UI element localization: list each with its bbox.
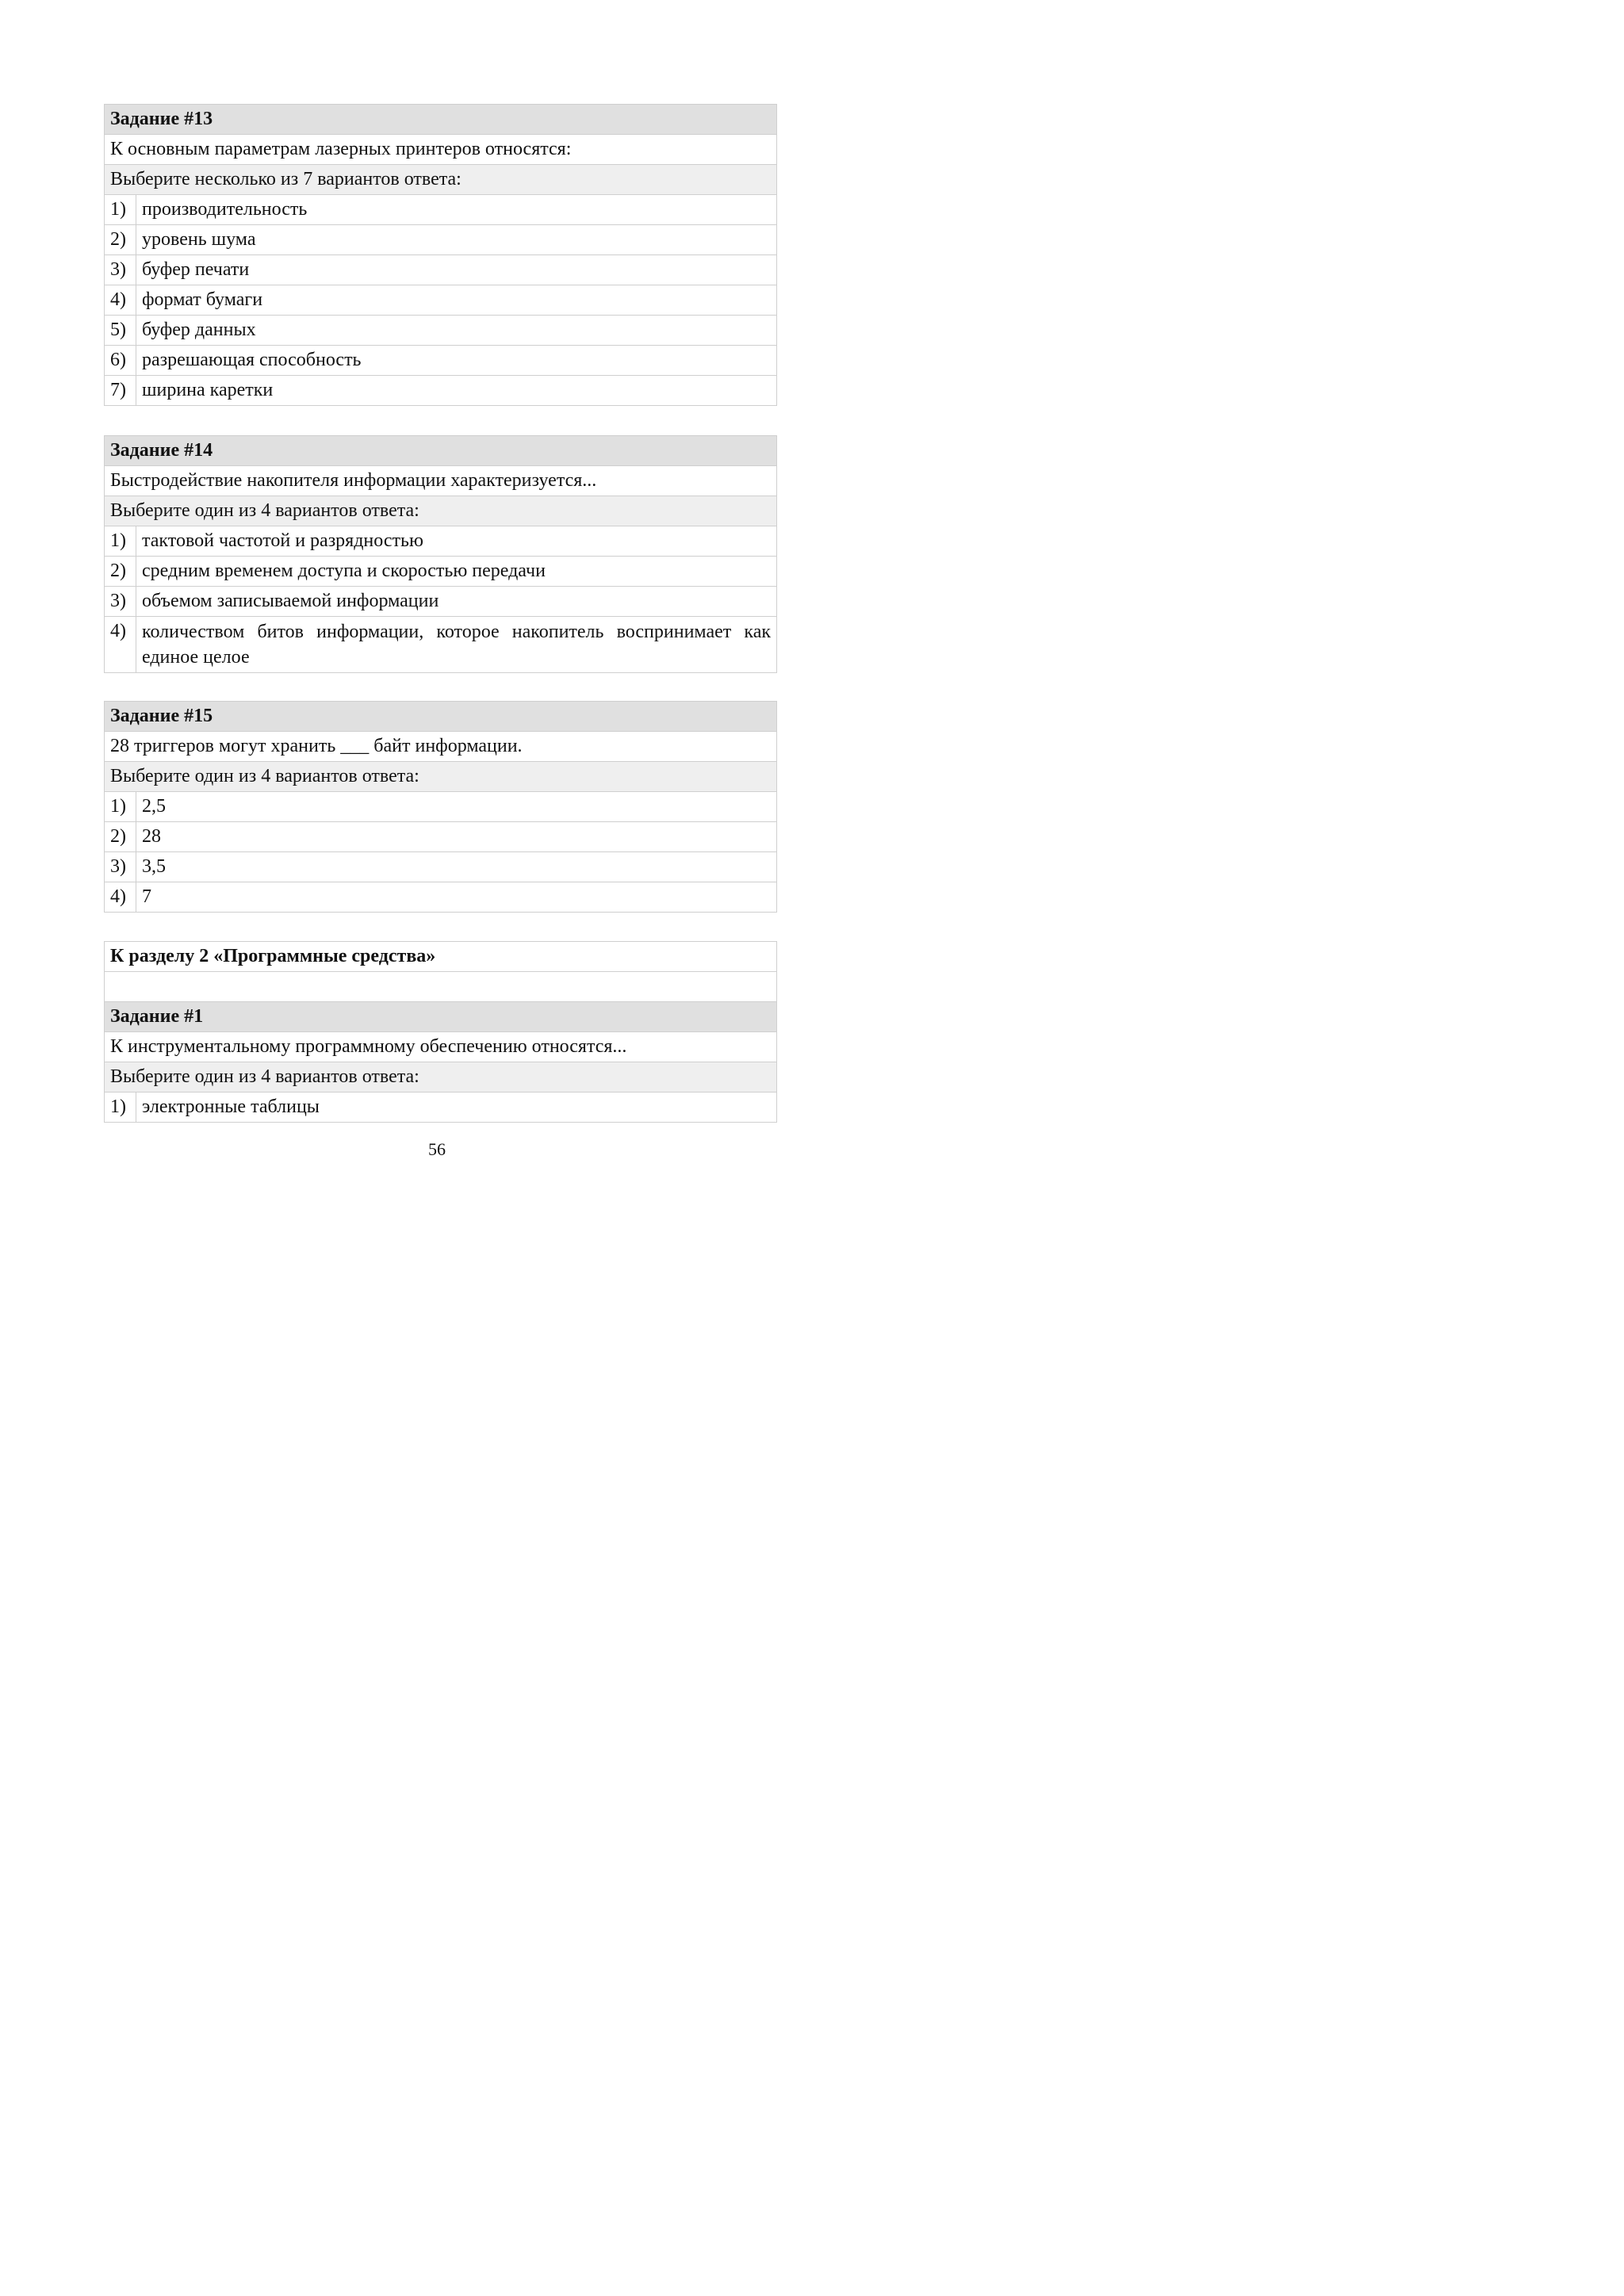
page-number: 56 xyxy=(428,1139,446,1159)
option-text: 3,5 xyxy=(142,856,166,877)
section-title: К разделу 2 «Программные средства» xyxy=(105,942,776,972)
option-text: буфер печати xyxy=(142,259,250,280)
option-text: 28 xyxy=(142,826,161,847)
option-text: 7 xyxy=(142,886,151,907)
option-text: буфер данных xyxy=(142,320,256,340)
answer-option xyxy=(105,852,776,882)
task-instruction: Выберите несколько из 7 вариантов ответа: xyxy=(105,165,776,195)
option-text: объемом записываемой информации xyxy=(142,591,439,611)
option-number: 1) xyxy=(105,526,136,556)
answer-option xyxy=(105,195,776,225)
task-question: Быстродействие накопителя информации характеризуется... xyxy=(105,466,776,496)
option-number: 1) xyxy=(105,792,136,821)
option-number: 3) xyxy=(105,255,136,285)
answer-option xyxy=(105,285,776,316)
answer-option xyxy=(105,882,776,913)
task-title: Задание #15 xyxy=(105,702,776,732)
option-number: 2) xyxy=(105,225,136,254)
option-number: 5) xyxy=(105,316,136,345)
option-number: 2) xyxy=(105,822,136,851)
answer-option xyxy=(105,376,776,406)
task-instruction: Выберите один из 4 вариантов ответа: xyxy=(105,1062,776,1093)
option-number: 7) xyxy=(105,376,136,405)
answer-option xyxy=(105,587,776,617)
option-text: количеством битов информации, которое накопитель воспринимает как единое целое xyxy=(142,622,771,668)
answer-option xyxy=(105,557,776,587)
option-number: 2) xyxy=(105,557,136,586)
task-title: Задание #1 xyxy=(105,1002,776,1032)
task-14-table xyxy=(104,435,777,673)
option-text: разрешающая способность xyxy=(142,350,362,370)
answer-option xyxy=(105,346,776,376)
option-text: тактовой частотой и разрядностью xyxy=(142,530,423,551)
task-title: Задание #14 xyxy=(105,436,776,466)
option-number: 6) xyxy=(105,346,136,375)
task-13-table xyxy=(104,104,777,406)
option-number: 1) xyxy=(105,195,136,224)
answer-option xyxy=(105,792,776,822)
answer-option xyxy=(105,822,776,852)
empty-row xyxy=(105,972,776,1002)
option-text: формат бумаги xyxy=(142,289,263,310)
task-question: К инструментальному программному обеспечению относятся... xyxy=(105,1032,776,1062)
answer-option xyxy=(105,617,776,673)
task-instruction: Выберите один из 4 вариантов ответа: xyxy=(105,762,776,792)
answer-option xyxy=(105,225,776,255)
task-title: Задание #13 xyxy=(105,105,776,135)
option-text: электронные таблицы xyxy=(142,1096,320,1117)
task-question: 28 триггеров могут хранить ___ байт информации. xyxy=(105,732,776,762)
option-text: средним временем доступа и скоростью передачи xyxy=(142,561,546,581)
option-number: 1) xyxy=(105,1093,136,1122)
option-text: 2,5 xyxy=(142,796,166,817)
option-number: 3) xyxy=(105,587,136,616)
task-question: К основным параметрам лазерных принтеров относятся: xyxy=(105,135,776,165)
option-text: уровень шума xyxy=(142,229,256,250)
task-instruction: Выберите один из 4 вариантов ответа: xyxy=(105,496,776,526)
answer-option xyxy=(105,316,776,346)
answer-option xyxy=(105,1093,776,1123)
option-text: ширина каретки xyxy=(142,380,274,400)
option-number: 4) xyxy=(105,617,136,672)
option-number: 4) xyxy=(105,882,136,912)
answer-option xyxy=(105,255,776,285)
option-text: производительность xyxy=(142,199,308,220)
answer-option xyxy=(105,526,776,557)
section-2-table xyxy=(104,941,777,1123)
task-15-table xyxy=(104,701,777,913)
option-number: 3) xyxy=(105,852,136,882)
option-number: 4) xyxy=(105,285,136,315)
